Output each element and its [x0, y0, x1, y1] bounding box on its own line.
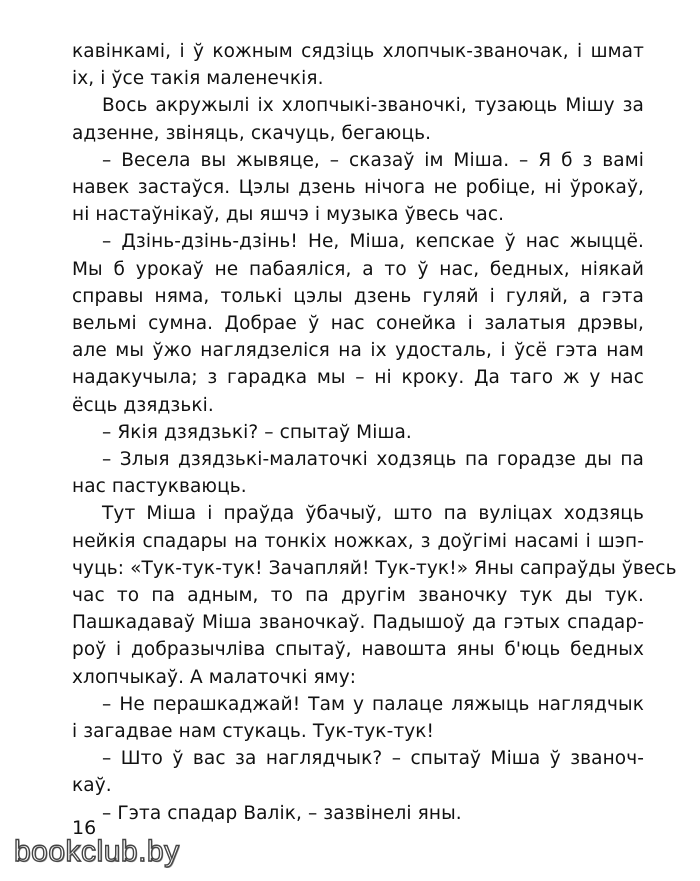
paragraph — [72, 446, 644, 500]
text-line: – Весела вы жывяце, – сказаў ім Міша. – Я б з вамі — [102, 149, 644, 171]
text-line: нейкія спадары на тонкіх ножках, з доўгімі насамі і шэп- — [72, 530, 644, 552]
text-line: іх, і ўсе такія маленечкія. — [72, 68, 324, 90]
paragraph — [72, 800, 644, 827]
text-line: але мы ўжо наглядзеліся на іх удосталь, і ўсё гэта нам — [72, 340, 644, 362]
paragraph — [72, 92, 644, 146]
text-line: – Што ў вас за наглядчык? – спытаў Міша ў званоч- — [102, 748, 644, 770]
paragraph — [72, 38, 644, 92]
text-line: чуць: «Тук-тук-тук! Зачапляй! Тук-тук!» Яны сапраўды ўвесь — [72, 557, 677, 579]
text-line: кавінкамі, і ў кожным сядзіць хлопчык-званочак, і шмат — [72, 41, 644, 62]
paragraph — [72, 419, 644, 446]
text-line: Мы б урокаў не пабаяліся, а то ў нас, бедных, ніякай — [72, 258, 644, 280]
text-line: час то па адным, то па другім званочку тук ды тук. — [72, 585, 644, 607]
text-line: Тут Міша і праўда ўбачыў, што па вуліцах ходзяць — [102, 503, 644, 525]
paragraph — [72, 500, 677, 690]
watermark: bookclub.by — [14, 835, 180, 868]
text-line: ёсць дзядзькі. — [72, 394, 214, 416]
paragraph — [72, 147, 644, 229]
text-line: вельмі сумна. Добрае ў нас сонейка і залатыя дрэвы, — [72, 313, 644, 335]
text-line: надакучыла; з гарадка мы – ні кроку. Да таго ж у нас — [72, 367, 644, 389]
text-line: нас пастукваюць. — [72, 476, 247, 498]
page-number: 16 — [72, 817, 97, 839]
text-line: каў. — [72, 775, 112, 797]
paragraph — [72, 691, 644, 745]
text-line: – Не перашкаджай! Там у палаце ляжыць наглядчык — [102, 693, 644, 715]
text-line: справы няма, толькі цэлы дзень гуляй і гуляй, а гэта — [72, 285, 644, 307]
text-line: хлопчыкаў. А малаточкі яму: — [72, 666, 357, 688]
text-line: – Дзінь-дзінь-дзінь! Не, Міша, кепскае ў нас жыццё. — [102, 231, 644, 253]
text-line: і загадвае нам стукаць. Тук-тук-тук! — [72, 721, 435, 743]
paragraph — [72, 745, 644, 799]
text-line: Вось акружылі іх хлопчыкі-званочкі, тузаюць Мішу за — [102, 95, 644, 117]
text-line: адзенне, звіняць, скачуць, бегаюць. — [72, 122, 432, 144]
paragraph — [72, 228, 644, 418]
text-line: навек застаўся. Цэлы дзень нічога не робіце, ні ўрокаў, — [72, 177, 644, 199]
page-text — [72, 38, 677, 827]
text-line: Пашкадаваў Міша званочкаў. Падышоў да гэтых спадар- — [72, 612, 644, 634]
text-line: – Якія дзядзькі? – спытаў Міша. — [102, 421, 412, 443]
text-line: ні настаўнікаў, ды яшчэ і музыка ўвесь час. — [72, 204, 505, 226]
text-line: роў і добразычліва спытаў, навошта яны б'юць бедных — [72, 639, 644, 661]
text-line: – Злыя дзядзькі-малаточкі ходзяць па горадзе ды па — [102, 449, 644, 471]
text-line: – Гэта спадар Валік, – зазвінелі яны. — [102, 802, 462, 824]
